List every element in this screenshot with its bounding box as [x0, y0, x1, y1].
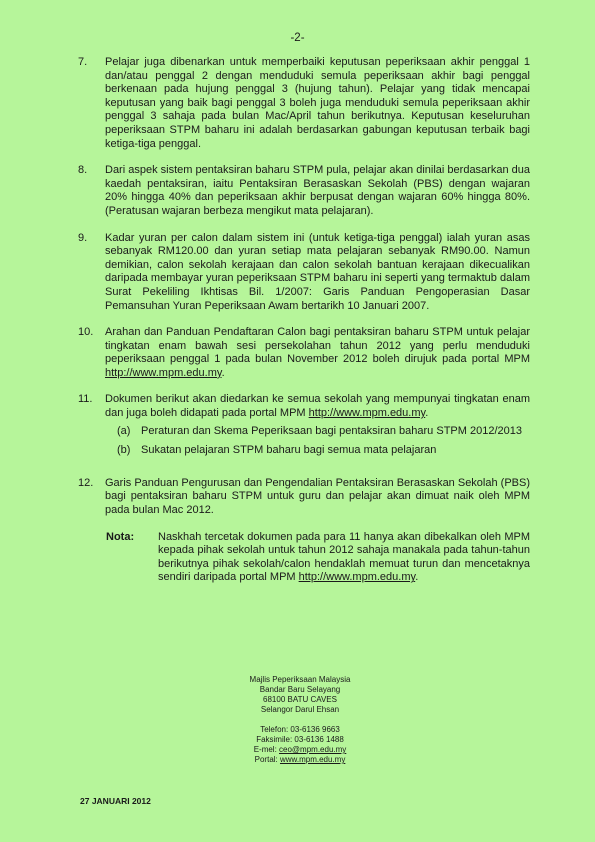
paragraph-10 [78, 326, 530, 380]
paragraph-text: Dari aspek sistem pentaksiran baharu STPM pula, pelajar akan dinilai berdasarkan dua kaedah pentaksiran, iaitu Pentaksiran Berasaskan Sekolah (PBS) dengan wajaran 20% hingga 40% dan peperiksaan akhir berpusat dengan wajaran 60% hingga 80%. (Peratusan wajaran berbeza mengikut mata pelajaran). [105, 164, 530, 217]
paragraph-8 [78, 164, 530, 218]
paragraph-number: 9. [78, 231, 88, 244]
note-label: Nota: [106, 530, 135, 543]
paragraph-number: 10. [78, 326, 94, 339]
paragraph-text: Kadar yuran per calon dalam sistem ini (untuk ketiga-tiga penggal) ialah yuran asas sebanyak RM120.00 dan yuran setiap mata pelajaran sebanyak RM90.00. Namun demikian, calon sekolah kerajaan dan calon sekolah bantuan kerajaan dikecualikan daripada membayar yuran peperiksaan STPM baharu ini seperti yang termaktub dalam Surat Pekeliling Ikhtisas Bil. 1/2007: Garis Panduan Pengoperasian Dasar Pemansuhan Yuran Peperiksaan Awam bertarikh 10 Januari 2007. [105, 231, 530, 312]
address-line: Bandar Baru Selayang [259, 685, 341, 694]
email-line: E-mel: ceo@mpm.edu.my [253, 745, 347, 754]
email-link[interactable]: ceo@mpm.edu.my [279, 745, 347, 754]
address-line: Majlis Peperiksaan Malaysia [249, 675, 351, 684]
telephone: Telefon: 03-6136 9663 [260, 725, 340, 734]
paragraph-9 [78, 232, 530, 314]
portal-line: Portal: www.mpm.edu.my [254, 755, 346, 764]
list-item-text: Sukatan pelajaran STPM baharu bagi semua mata pelajaran [141, 444, 437, 457]
paragraph-number: 12. [78, 476, 94, 489]
address-line: 68100 BATU CAVES [263, 695, 337, 704]
organization-address [200, 675, 400, 765]
list-item [117, 425, 530, 439]
paragraph-text: Dokumen berikut akan diedarkan ke semua sekolah yang mempunyai tingkatan enam dan juga boleh didapati pada portal MPM http://www.mpm.edu.my. (a) Peraturan dan Skema Peperiksaan bagi pentaksiran baharu STPM 2012/2013 (b) Sukatan pelajaran STPM baharu bagi semua mata pelajaran [105, 393, 530, 457]
paragraph-11 [78, 393, 530, 463]
paragraph-number: 7. [78, 56, 88, 68]
note-text: Naskhah tercetak dokumen pada para 11 hanya akan dibekalkan oleh MPM kepada pihak sekolah untuk tahun 2012 sahaja manakala pada tahun-tahun berikutnya pihak sekolah/calon hendaklah memuat turun dan mencetaknya sendiri daripada portal MPM http://www.mpm.edu.my. [158, 530, 530, 584]
portal-link[interactable]: http://www.mpm.edu.my [105, 366, 222, 379]
list-item-label: (b) [117, 444, 131, 457]
address-line: Selangor Darul Ehsan [260, 705, 340, 714]
list-item-text: Peraturan dan Skema Peperiksaan bagi pentaksiran baharu STPM 2012/2013 [141, 424, 522, 437]
portal-link[interactable]: http://www.mpm.edu.my [298, 571, 416, 584]
portal-link[interactable]: www.mpm.edu.my [279, 755, 346, 764]
portal-link[interactable]: http://www.mpm.edu.my [308, 407, 426, 420]
paragraph-12 [78, 477, 530, 518]
paragraph-text: Pelajar juga dibenarkan untuk memperbaiki keputusan peperiksaan akhir penggal 1 dan/atau penggal 2 dengan menduduki semula peperiksaan akhir bagi penggal berkenaan pada hujung penggal 3 (hujung tahun). Pelajar yang tidak mencapai keputusan yang baik bagi penggal 3 boleh juga menduduki semula peperiksaan akhir penggal 3 sahaja pada bulan Mac/April tahun berikutnya. Keputusan keseluruhan peperiksaan STPM baharu ini adalah berdasarkan gabungan keputusan terbaik bagi ketiga-tiga penggal. [105, 56, 530, 150]
paragraph-7 [78, 56, 530, 151]
list-item-label: (a) [117, 424, 131, 437]
page-number: -2- [290, 32, 305, 44]
document-body [78, 56, 530, 585]
document-list [105, 425, 530, 458]
paragraph-number: 11. [78, 393, 93, 406]
fax: Faksimile: 03-6136 1488 [256, 735, 344, 744]
document-date: 27 JANUARI 2012 [80, 796, 151, 806]
list-item [117, 444, 530, 458]
paragraph-text: Garis Panduan Pengurusan dan Pengendalian Pentaksiran Berasaskan Sekolah (PBS) bagi pentaksiran baharu STPM untuk guru dan pelajar akan dimuat naik oleh MPM pada bulan Mac 2012. [105, 476, 530, 517]
paragraph-text: Arahan dan Panduan Pendaftaran Calon bagi pentaksiran baharu STPM untuk pelajar tingkatan enam bawah sesi persekolahan tahun 2012 yang perlu menduduki peperiksaan penggal 1 pada bulan November 2012 boleh dirujuk pada portal MPM http://www.mpm.edu.my. [105, 326, 530, 379]
note-block [106, 531, 530, 585]
paragraph-number: 8. [78, 164, 88, 177]
